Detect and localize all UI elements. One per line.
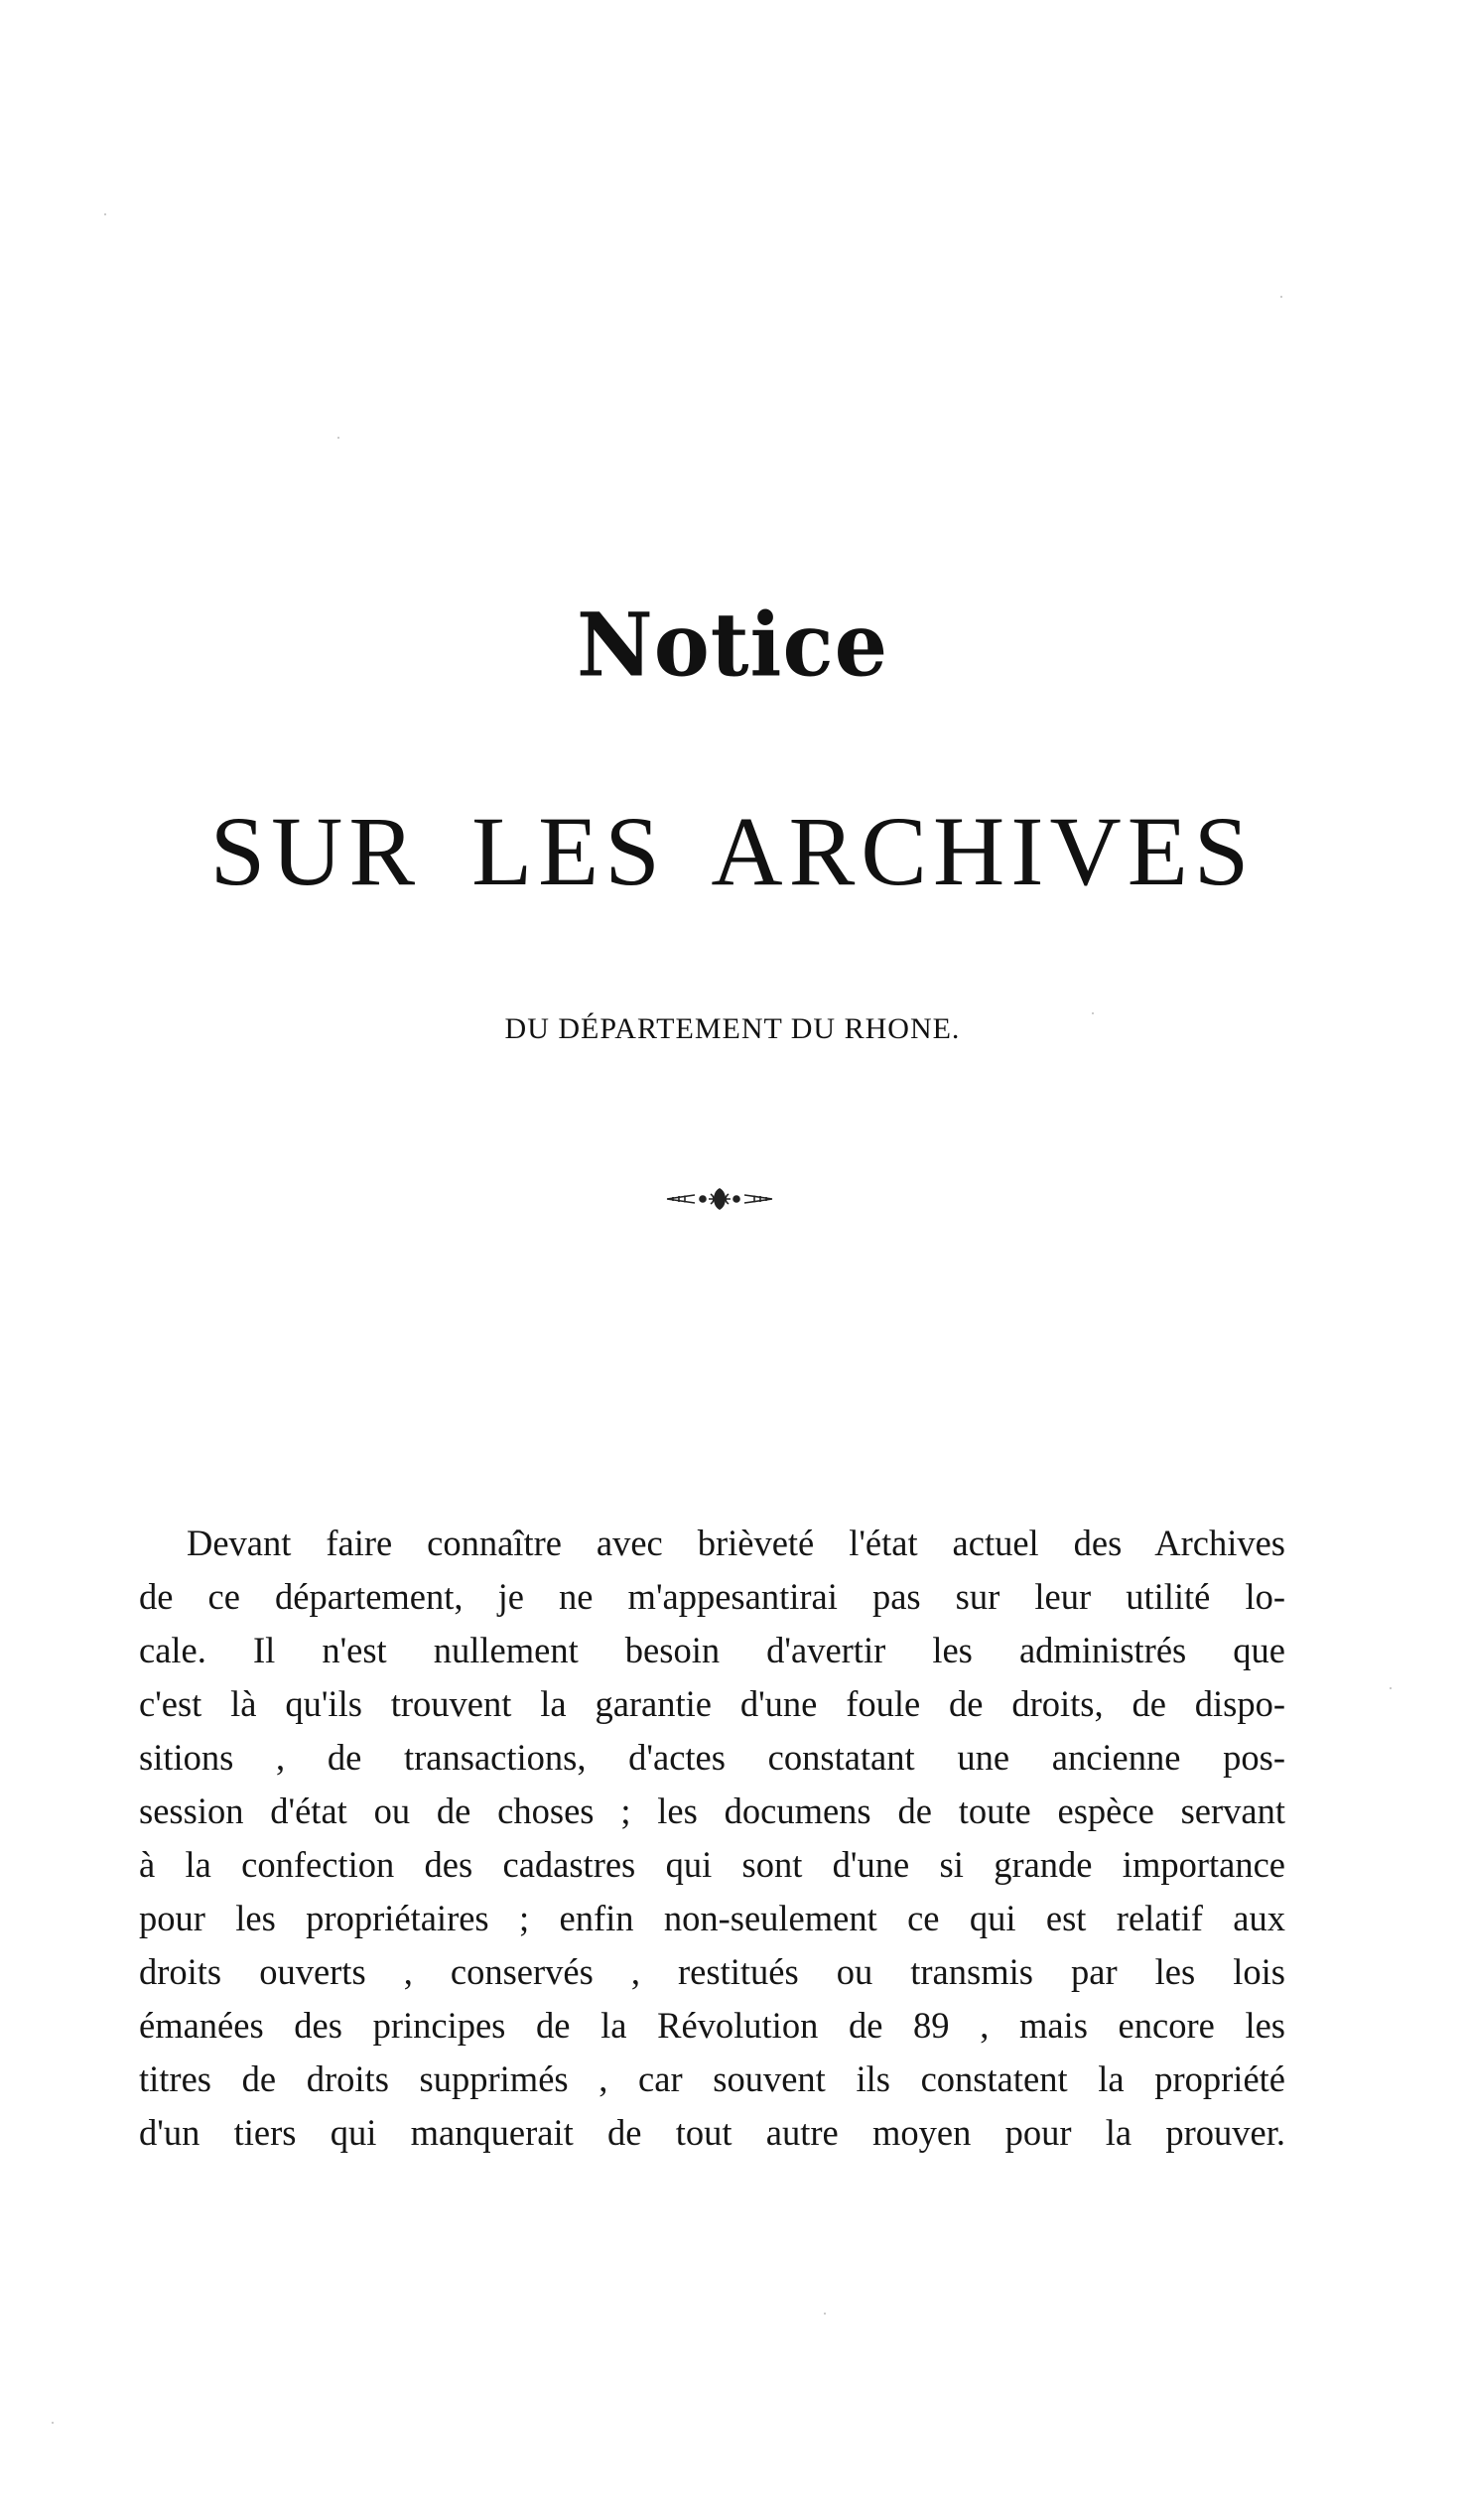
paper-speck — [104, 213, 106, 215]
subtitle: DU DÉPARTEMENT DU RHONE. — [504, 1012, 961, 1045]
paragraph-line: pour les propriétaires ; enfin non-seulement ce qui est relatif aux — [139, 1898, 1285, 1938]
paragraph-line: titres de droits supprimés , car souvent ils constatent la propriété — [139, 2058, 1285, 2099]
paragraph-line: droits ouverts , conservés , restitués ou transmis par les lois — [139, 1951, 1285, 1992]
paper-speck — [1390, 1687, 1392, 1689]
fleuron-ornament-icon — [665, 1185, 774, 1213]
paper-speck — [52, 2422, 54, 2424]
paper-speck — [824, 2313, 826, 2315]
paragraph-line: session d'état ou de choses ; les documens de toute espèce servant — [139, 1791, 1285, 1831]
paper-speck — [1280, 296, 1282, 298]
paragraph-line: sitions , de transactions, d'actes constatant une ancienne pos- — [139, 1737, 1285, 1778]
main-title: SUR LES ARCHIVES — [209, 796, 1256, 906]
paper-speck — [1092, 1012, 1094, 1014]
paragraph-line: d'un tiers qui manquerait de tout autre moyen pour la prouver. — [139, 2112, 1285, 2153]
gothic-title: Notice — [576, 593, 889, 697]
paragraph-line: émanées des principes de la Révolution de 89 , mais encore les — [139, 2005, 1285, 2046]
paragraph-line: cale. Il n'est nullement besoin d'avertir les administrés que — [139, 1630, 1285, 1670]
body-paragraph — [139, 1517, 1285, 2160]
paragraph-line: Devant faire connaître avec brièveté l'état actuel des Archives — [187, 1523, 1285, 1563]
paragraph-line: c'est là qu'ils trouvent la garantie d'une foule de droits, de dispo- — [139, 1683, 1285, 1724]
paper-speck — [337, 437, 339, 439]
paragraph-line: à la confection des cadastres qui sont d'une si grande importance — [139, 1844, 1285, 1885]
paragraph-line: de ce département, je ne m'appesantirai pas sur leur utilité lo- — [139, 1576, 1285, 1617]
